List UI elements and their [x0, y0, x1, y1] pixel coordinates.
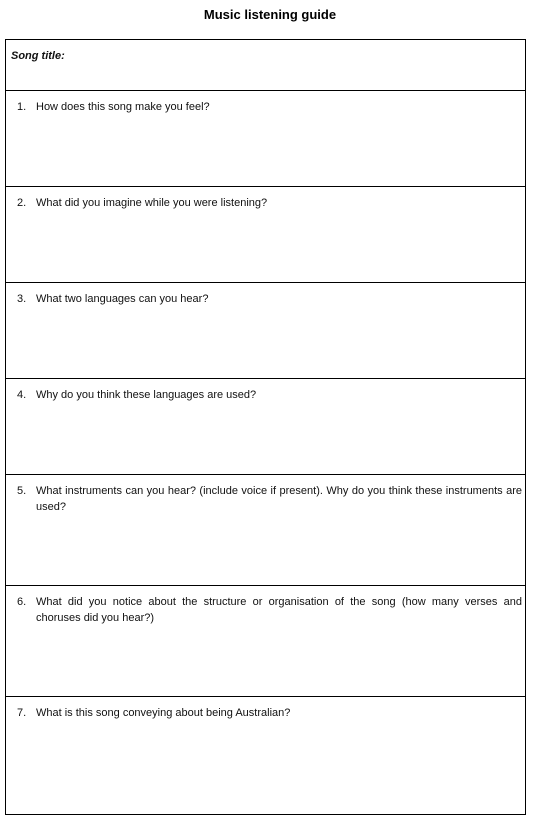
question-number: 5. — [17, 485, 27, 497]
question-row-5[interactable] — [6, 475, 525, 586]
question-text: How does this song make you feel? — [36, 101, 210, 113]
question-row-3[interactable] — [6, 283, 525, 379]
question-number: 3. — [17, 293, 27, 305]
listening-guide-table — [5, 39, 526, 815]
question-row-7[interactable] — [6, 697, 525, 814]
question-number: 6. — [17, 596, 27, 608]
question-number: 4. — [17, 389, 27, 401]
question-text: What did you notice about the structure or organisation of the song (how many verses and choruses did you hear?) — [36, 596, 522, 624]
question-number: 7. — [17, 707, 27, 719]
question-number: 1. — [17, 101, 27, 113]
question-text: What is this song conveying about being Australian? — [36, 707, 291, 719]
song-title-label: Song title: — [11, 50, 65, 62]
question-number: 2. — [17, 197, 27, 209]
question-text: What two languages can you hear? — [36, 293, 209, 305]
question-row-4[interactable] — [6, 379, 525, 475]
question-row-1[interactable] — [6, 91, 525, 187]
question-text: Why do you think these languages are used? — [36, 389, 257, 401]
question-row-6[interactable] — [6, 586, 525, 697]
question-text: What instruments can you hear? (include voice if present). Why do you think these instruments are used? — [36, 485, 522, 513]
question-text: What did you imagine while you were listening? — [36, 197, 268, 209]
question-row-2[interactable] — [6, 187, 525, 283]
document-title: Music listening guide — [203, 7, 337, 22]
song-title-row[interactable] — [6, 40, 525, 91]
